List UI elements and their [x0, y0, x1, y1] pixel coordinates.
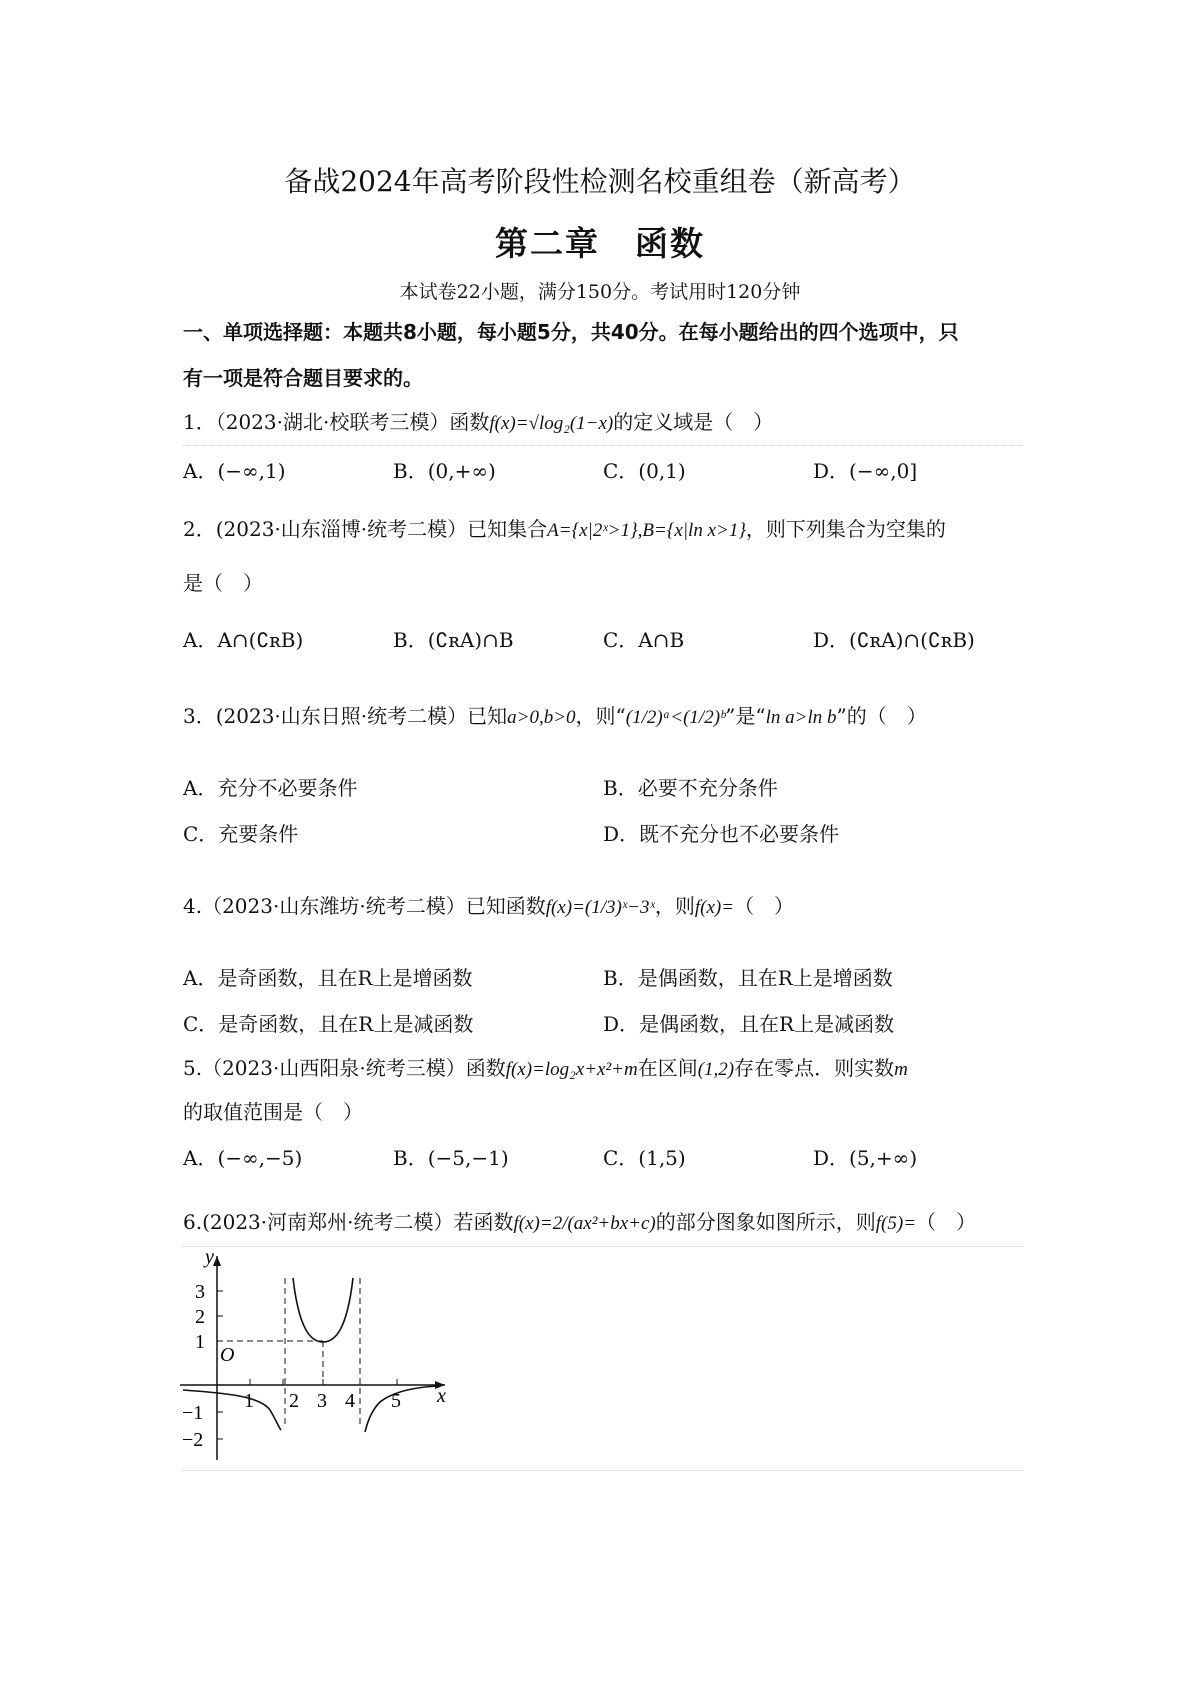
exam-title: 备战2024年高考阶段性检测名校重组卷（新高考）	[284, 165, 916, 198]
q5-option-c: C．(1,5)	[603, 1146, 686, 1170]
q4-option-a: A．是奇函数，且在R上是增函数	[183, 966, 473, 990]
q5-stem: 5.（2023·山西阳泉·统考三模）函数f(x)=log₂x+x²+m在区间(1,2)存在零点．则实数m	[183, 1056, 908, 1080]
q3-formula: (1/2)ᵃ<(1/2)ᵇ	[625, 707, 726, 728]
q2-option-d: D．(∁ʀA)∩(∁ʀB)	[813, 628, 975, 652]
chapter-title: 第二章 函数	[495, 224, 705, 263]
q2-option-a: A．A∩(∁ʀB)	[183, 628, 304, 652]
q3-option-b: B．必要不充分条件	[603, 776, 778, 800]
q4-formula: f(x)=(1/3)ˣ−3ˣ	[545, 897, 655, 918]
q5-option-a: A．(−∞,−5)	[183, 1146, 303, 1170]
graph-x-tick: 3	[317, 1390, 327, 1412]
q1-option-c: C．(0,1)	[603, 459, 686, 483]
q3-option-c: C．充要条件	[183, 822, 299, 846]
q1-stem: 1．（2023·湖北·校联考三模）函数f(x)=√log₂(1−x)的定义域是（ ）	[183, 410, 774, 434]
exam-meta: 本试卷22小题，满分150分。考试用时120分钟	[399, 281, 801, 303]
q2-option-c: C．A∩B	[603, 628, 685, 652]
q4-option-c: C．是奇函数，且在R上是减函数	[183, 1012, 474, 1036]
graph-y-tick: 2	[195, 1306, 205, 1328]
graph-y-tick: −1	[182, 1402, 204, 1424]
q5-option-b: B．(−5,−1)	[393, 1146, 509, 1170]
q3-option-d: D．既不充分也不必要条件	[603, 822, 840, 846]
q3-stem: 3．(2023·山东日照·统考二模）已知a>0,b>0，则“(1/2)ᵃ<(1/2)ᵇ”是“ln a>ln b”的（ ）	[183, 704, 927, 728]
q4-option-b: B．是偶函数，且在R上是增函数	[603, 966, 893, 990]
graph-x-tick: 1	[244, 1390, 254, 1412]
q5-stem-line2: 的取值范围是（ ）	[183, 1100, 363, 1124]
section-heading-line2: 有一项是符合题目要求的。	[183, 366, 423, 390]
q3-option-a: A．充分不必要条件	[183, 776, 358, 800]
q1-formula: f(x)=√log₂(1−x)	[489, 413, 614, 434]
graph-x-label: x	[437, 1385, 446, 1407]
q4-stem: 4.（2023·山东潍坊·统考二模）已知函数f(x)=(1/3)ˣ−3ˣ，则f(x)=（ ）	[183, 894, 795, 918]
section-heading-line1: 一、单项选择题：本题共8小题，每小题5分，共40分。在每小题给出的四个选项中，只	[183, 320, 959, 344]
q1-option-d: D．(−∞,0]	[813, 459, 918, 483]
q5-option-d: D．(5,+∞)	[813, 1146, 918, 1170]
graph-y-tick: 3	[195, 1281, 205, 1303]
q1-option-a: A．(−∞,1)	[183, 459, 286, 483]
separator	[183, 1246, 1023, 1247]
graph-y-label: y	[205, 1250, 214, 1268]
graph-x-tick: 4	[345, 1390, 355, 1412]
graph-x-tick: 5	[391, 1390, 401, 1412]
q6-formula: f(x)=2/(ax²+bx+c)	[513, 1213, 656, 1234]
separator	[183, 445, 1023, 446]
q2-stem-line2: 是（ ）	[183, 571, 263, 595]
q6-stem: 6.(2023·河南郑州·统考二模）若函数f(x)=2/(ax²+bx+c)的部分图象如图所示，则f(5)=（ ）	[183, 1210, 977, 1234]
q2-formula: A={x|2ˣ>1},B={x|ln x>1}	[547, 520, 746, 541]
q4-option-d: D．是偶函数，且在R上是减函数	[603, 1012, 895, 1036]
separator	[183, 1470, 1023, 1471]
q1-option-b: B．(0,+∞)	[393, 459, 496, 483]
graph-x-tick: 2	[289, 1390, 299, 1412]
q5-formula: f(x)=log₂x+x²+m	[505, 1059, 638, 1080]
q2-option-b: B．(∁ʀA)∩B	[393, 628, 514, 652]
graph-origin-label: O	[220, 1344, 235, 1366]
graph-y-tick: 1	[195, 1331, 205, 1353]
graph-y-tick: −2	[182, 1429, 204, 1451]
q6-function-graph	[175, 1250, 495, 1465]
q2-stem: 2．(2023·山东淄博·统考二模）已知集合A={x|2ˣ>1},B={x|ln x>1}，则下列集合为空集的	[183, 517, 946, 541]
